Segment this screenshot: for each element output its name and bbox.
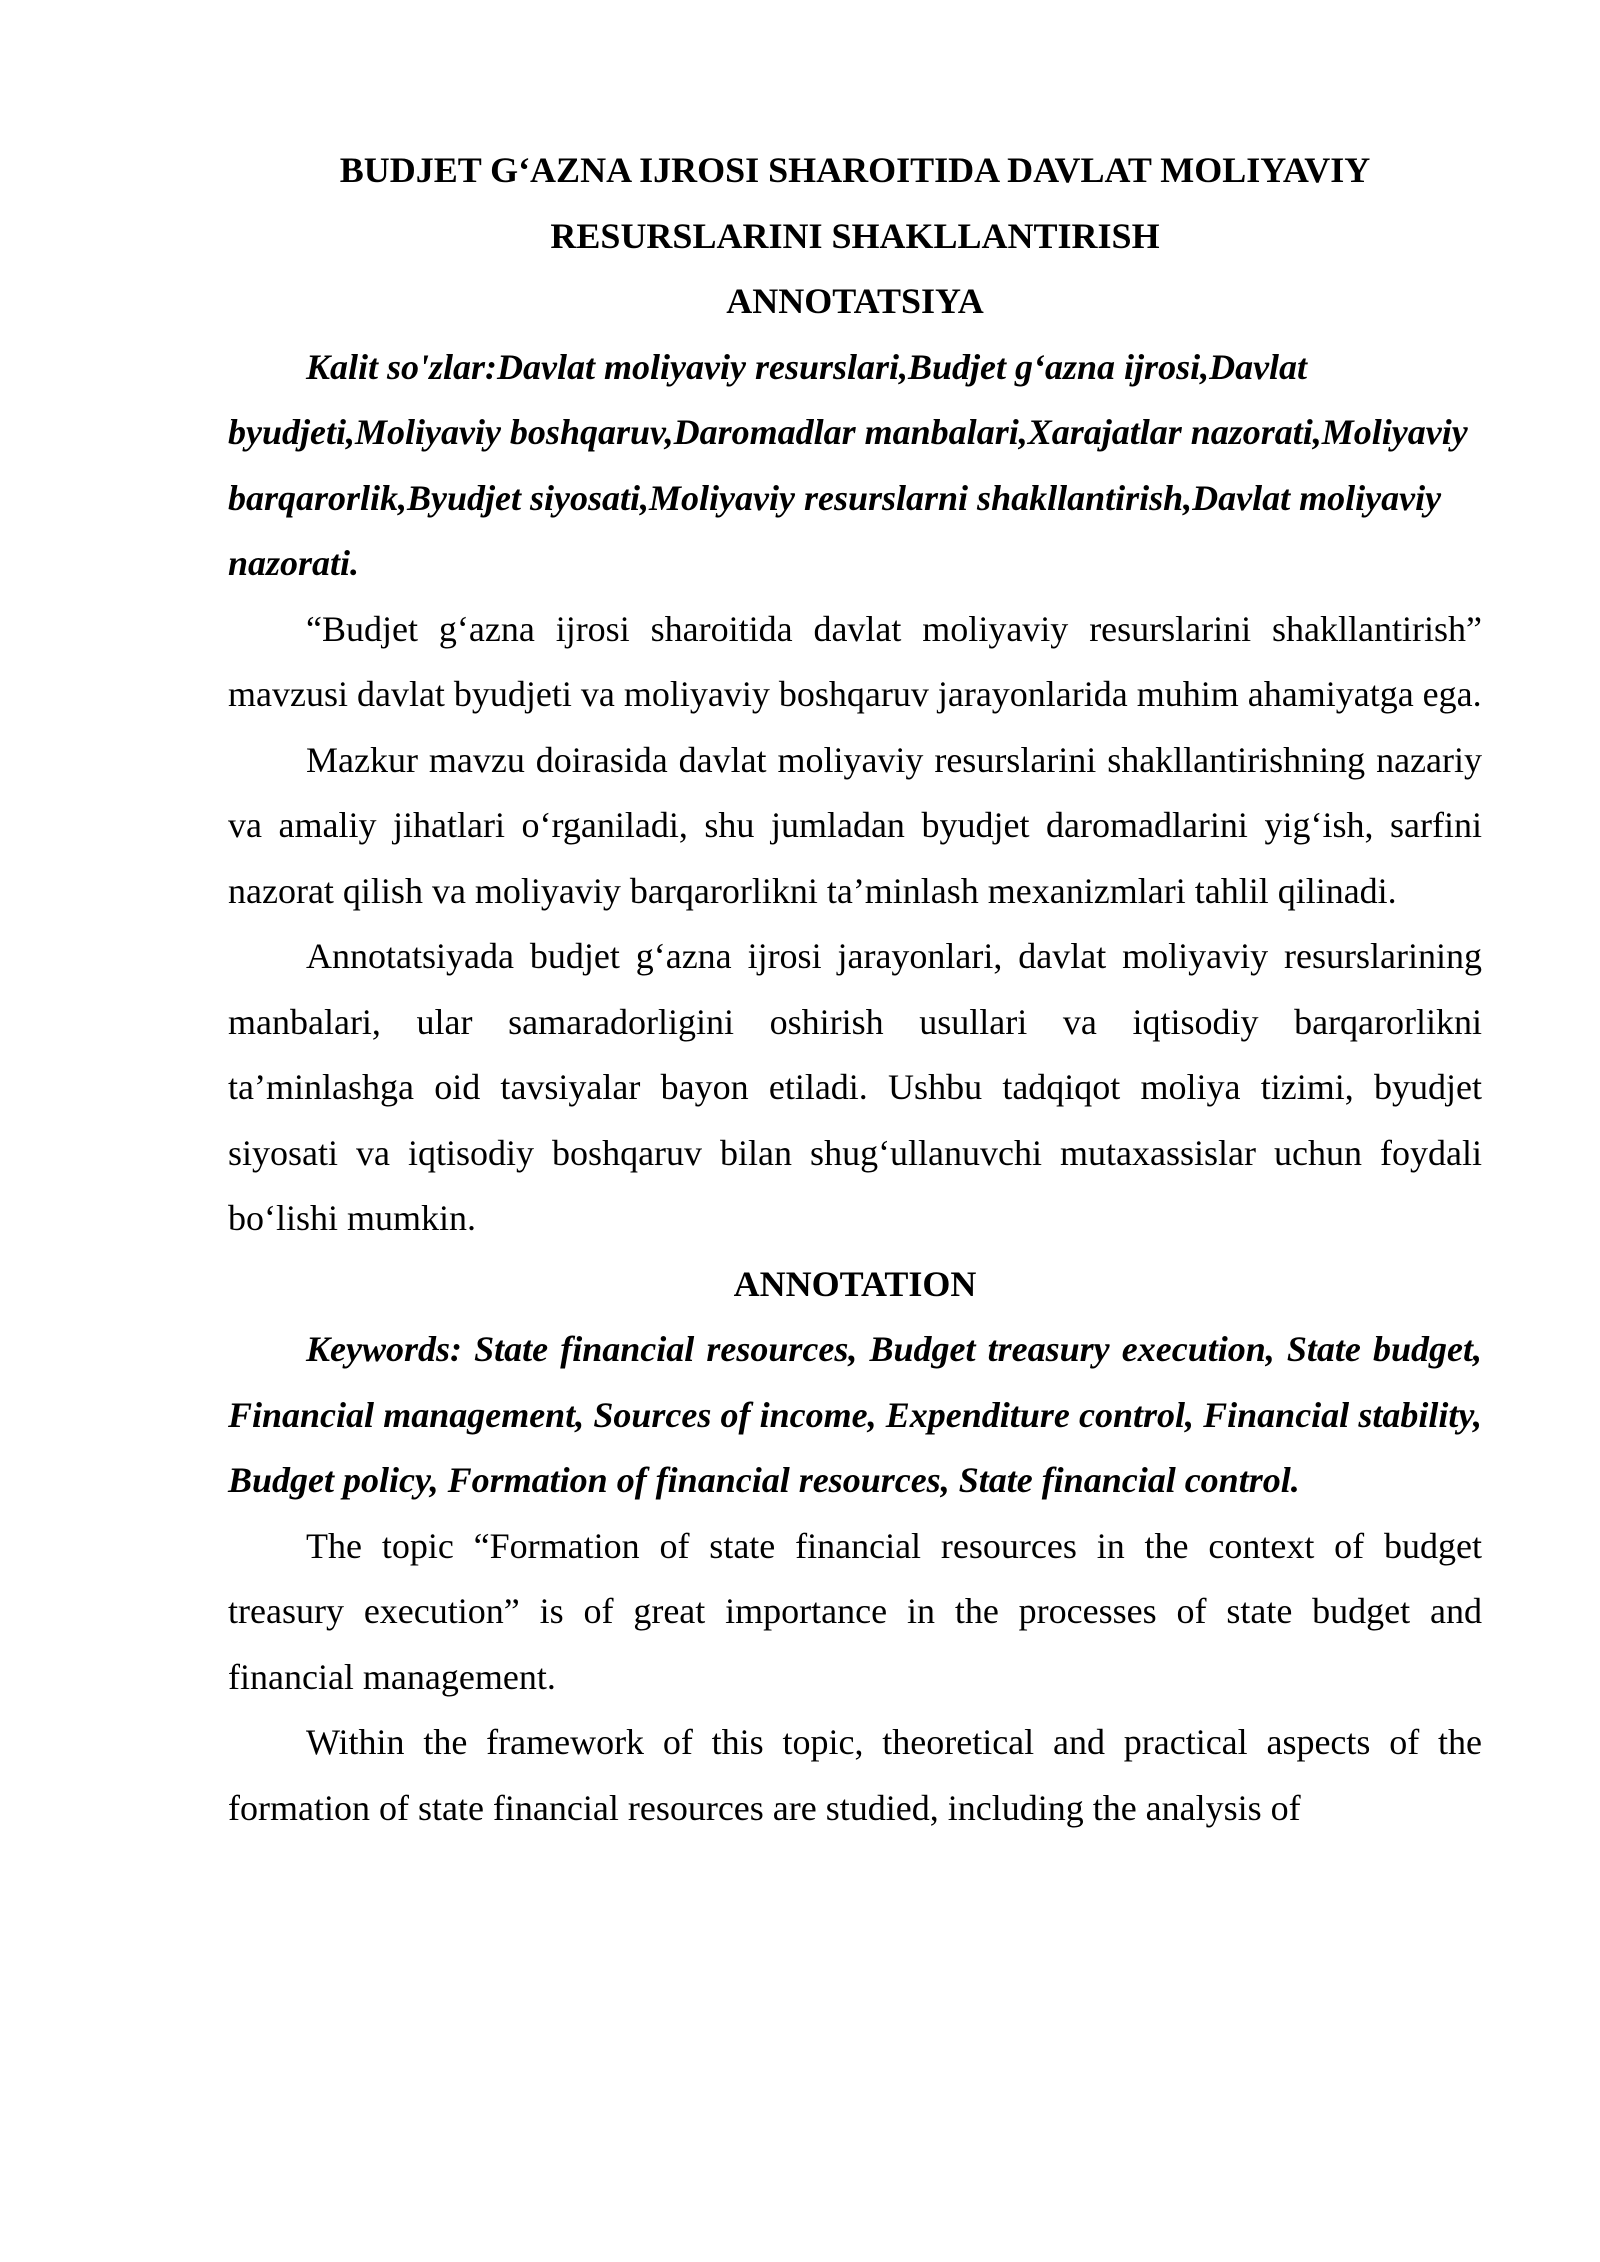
paragraph-en-2: Within the framework of this topic, theoretical and practical aspects of the formation of state financial resources are studied, including the analysis of — [228, 1722, 1482, 1828]
title-line-1: BUDJET GʻAZNA IJROSI SHAROITIDA DAVLAT MOLIYAVIY — [339, 150, 1371, 190]
title-line-2: RESURSLARINI SHAKLLANTIRISH — [550, 215, 1160, 256]
paragraph-en-1: The topic “Formation of state financial resources in the context of budget treasury execution” is of great importance in the processes of state budget and financial management. — [228, 1525, 1482, 1697]
document-content — [228, 0, 1482, 1841]
paragraph-uz-1: “Budjet gʻazna ijrosi sharoitida davlat moliyaviy resurslarini shakllantirish” mavzusi davlat byudjeti va moliyaviy boshqaruv jarayonlarida muhim ahamiyatga ega. — [228, 608, 1482, 714]
section-heading-annotation: ANNOTATION — [733, 1263, 977, 1304]
paragraph-uz-2: Mazkur mavzu doirasida davlat moliyaviy resurslarini shakllantirishning nazariy va amaliy jihatlari oʻrganiladi, shu jumladan byudjet daromadlarini yigʻish, sarfini nazorat qilish va moliyaviy barqarorlikni ta’minlash mexanizmlari tahlil qilinadi. — [228, 739, 1482, 911]
paragraph-uz-3: Annotatsiyada budjet gʻazna ijrosi jarayonlari, davlat moliyaviy resurslarining manbalari, ular samaradorligini oshirish usullari va iqtisodiy barqarorlikni ta’minlashga oid tavsiyalar bayon etiladi. Ushbu tadqiqot moliya tizimi, byudjet siyosati va iqtisodiy boshqaruv bilan shugʻullanuvchi mutaxassislar uchun foydali boʻlishi mumkin. — [228, 936, 1482, 1238]
keywords-paragraph-en: Keywords: State financial resources, Budget treasury execution, State budget, Financial management, Sources of income, Expenditure control, Financial stability, Budget policy, Formation of financial resources, State financial control. — [228, 1329, 1482, 1500]
section-heading-annotatsiya: ANNOTATSIYA — [726, 281, 984, 321]
keywords-paragraph-uz: Kalit so'zlar:Davlat moliyaviy resurslari,Budjet gʻazna ijrosi,Davlat byudjeti,Moliyaviy boshqaruv,Daromadlar manbalari,Xarajatlar nazorati,Moliyaviy barqarorlik,Byudjet siyosati,Moliyaviy resurslarni shakllantirish,Davlat moliyaviy nazorati. — [228, 346, 1468, 583]
document-title — [228, 138, 1482, 269]
